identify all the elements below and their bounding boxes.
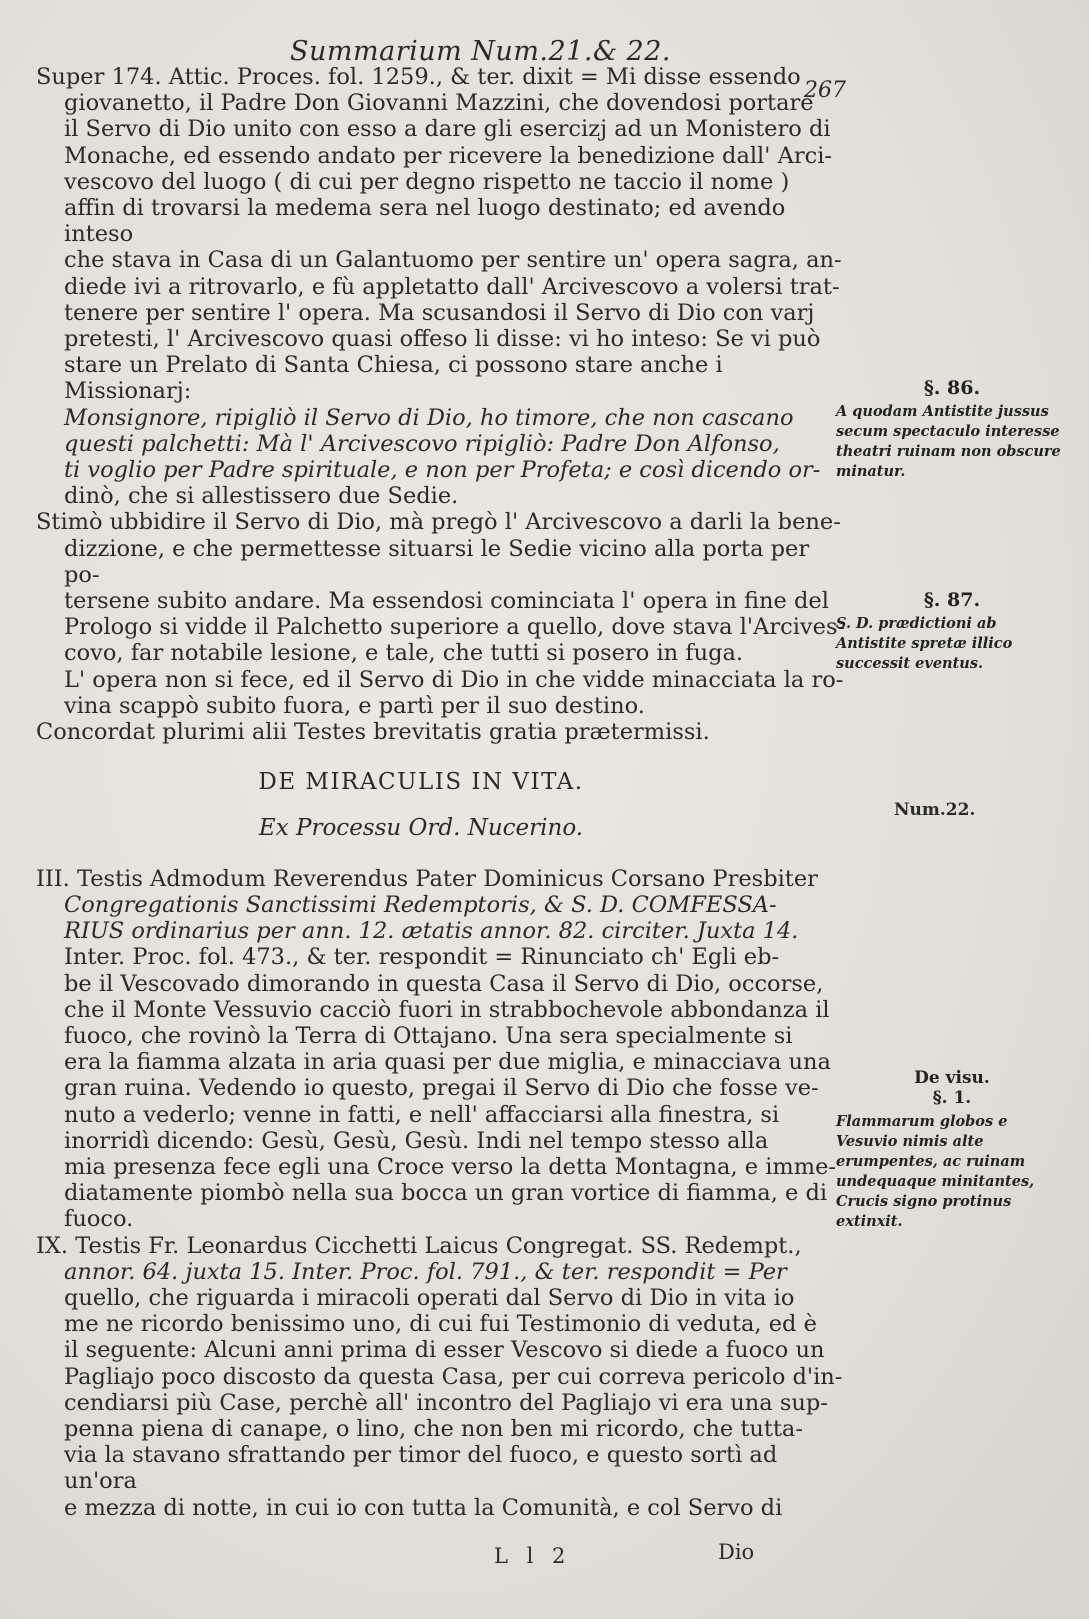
text-line: diatamente piombò nella sua bocca un gran vortice di fiamma, e di: [64, 1180, 828, 1207]
margin-section-number: §. 86.: [923, 377, 981, 399]
text-line: annor. 64. juxta 15. Inter. Proc. fol. 791., & ter. respondit = Per: [64, 1258, 787, 1285]
text-line: Inter. Proc. fol. 473., & ter. respondit = Rinunciato ch' Egli eb-: [64, 944, 780, 971]
text-line: me ne ricordo benissimo uno, di cui fui Testimonio di veduta, ed è: [64, 1311, 817, 1338]
margin-note-text: A quodam Antistite jussus secum spectaculo interesse theatri ruinam non obscure minatur.: [836, 403, 1061, 480]
page-number: 267: [804, 78, 846, 103]
text-line: affin di trovarsi la medema sera nel luogo destinato; ed avendo inteso: [64, 195, 786, 248]
text-line: Congregationis Sanctissimi Redemptoris, & S. D. COMFESSA-: [64, 891, 777, 918]
text-line: vina scappò subito fuora, e partì per il suo destino.: [64, 692, 645, 719]
text-line: penna piena di canape, o lino, che non ben mi ricordo, che tutta-: [64, 1415, 803, 1442]
paragraph-2: [36, 509, 846, 719]
text-line: quello, che riguarda i miracoli operati dal Servo di Dio in vita io: [64, 1284, 795, 1311]
text-line: il seguente: Alcuni anni prima di esser Vescovo si diede a fuoco un: [64, 1337, 825, 1364]
text-line: be il Vescovado dimorando in questa Casa il Servo di Dio, occorse,: [64, 970, 824, 997]
text-line: cendiarsi più Case, perchè all' incontro del Pagliajo vi era una sup-: [64, 1389, 828, 1416]
text-line: il Servo di Dio unito con esso a dare gli esercizj ad un Monistero di: [64, 116, 831, 143]
section-heading: DE MIRACULIS IN VITA.: [258, 769, 584, 796]
text-line: giovanetto, il Padre Don Giovanni Mazzini, che dovendosi portare: [64, 90, 814, 117]
text-line: via la stavano sfrattando per timor del fuoco, e questo sortì ad un'ora: [64, 1442, 778, 1495]
margin-number: Num.22.: [894, 800, 976, 820]
text-line: tersene subito andare. Ma essendosi cominciata l' opera in fine del: [64, 588, 829, 615]
text-line: nuto a vederlo; venne in fatti, e nell' affacciarsi alla finestra, si: [64, 1101, 780, 1128]
text-line: vescovo del luogo ( di cui per degno rispetto ne taccio il nome ): [64, 168, 790, 195]
section-subheading: Ex Processu Ord. Nucerino.: [258, 815, 584, 842]
text-line: dinò, che si allestissero due Sedie.: [64, 483, 459, 510]
text-line: stare un Prelato di Santa Chiesa, ci possono stare anche i Missionarj:: [64, 352, 723, 405]
main-text: [36, 64, 846, 1521]
margin-note-text: S. D. prædictioni ab Antistite spretæ illico successit eventus.: [836, 615, 1013, 672]
margin-note-86: [836, 378, 1068, 482]
concordat-line: Concordat plurimi alii Testes brevitatis gratia prætermissi.: [36, 719, 710, 746]
text-line: Pagliajo poco discosto da questa Casa, per cui correva pericolo d'in-: [64, 1363, 843, 1390]
paragraph-4: [36, 1233, 846, 1521]
text-line: L' opera non si fece, ed il Servo di Dio in che vidde minacciata la ro-: [64, 666, 844, 693]
signature-mark: L l 2: [494, 1544, 572, 1568]
text-line: ti voglio per Padre spirituale, e non per Profeta; e così dicendo or-: [64, 457, 821, 484]
text-line: Monache, ed essendo andato per ricevere la benedizione dall' Arci-: [64, 142, 832, 169]
text-line: e mezza di notte, in cui io con tutta la Comunità, e col Servo di: [64, 1494, 783, 1521]
text-line: Stimò ubbidire il Servo di Dio, mà pregò l' Arcivescovo a darli la bene-: [36, 509, 841, 536]
text-line: Monsignore, ripigliò il Servo di Dio, ho timore, che non cascano: [64, 404, 794, 431]
margin-section-number: §. 87.: [923, 589, 981, 611]
margin-note-text: Flammarum globos e Vesuvio nimis alte erumpentes, ac ruinam undequaque minitantes, Crucis signo protinus extinxit.: [836, 1113, 1035, 1230]
text-line: III. Testis Admodum Reverendus Pater Dominicus Corsano Presbiter: [36, 865, 818, 892]
margin-note-87: [836, 590, 1068, 674]
text-line: Super 174. Attic. Proces. fol. 1259., & ter. dixit = Mi disse essendo: [36, 64, 801, 90]
running-title: Summarium Num.21.& 22.: [290, 36, 671, 67]
catchword: Dio: [718, 1540, 755, 1564]
text-line: era la fiamma alzata in aria quasi per due miglia, e minacciava una: [64, 1049, 831, 1076]
margin-note-head: De visu.: [914, 1068, 990, 1088]
paragraph-3: [36, 866, 846, 1233]
text-line: diede ivi a ritrovarlo, e fù appletatto dall' Arcivescovo a volersi trat-: [64, 273, 840, 300]
text-line: che il Monte Vessuvio cacciò fuori in strabbochevole abbondanza il: [64, 996, 830, 1023]
text-line: IX. Testis Fr. Leonardus Cicchetti Laicus Congregat. SS. Redempt.,: [36, 1232, 802, 1259]
text-line: fuoco, che rovinò la Terra di Ottajano. Una sera specialmente si: [64, 1022, 793, 1049]
text-line: RIUS ordinarius per ann. 12. ætatis annor. 82. circiter. Juxta 14.: [64, 918, 799, 945]
paragraph-1: [36, 64, 846, 509]
text-line: mia presenza fece egli una Croce verso la detta Montagna, e imme-: [64, 1153, 837, 1180]
text-line: questi palchetti: Mà l' Arcivescovo ripigliò: Padre Don Alfonso,: [64, 430, 780, 457]
text-line: fuoco.: [64, 1206, 134, 1233]
margin-section-number: §. 1.: [932, 1088, 972, 1108]
text-line: inorridì dicendo: Gesù, Gesù, Gesù. Indi nel tempo stesso alla: [64, 1127, 769, 1154]
text-line: tenere per sentire l' opera. Ma scusandosi il Servo di Dio con varj: [64, 299, 815, 326]
margin-note-de-visu: [836, 1068, 1068, 1232]
text-line: pretesti, l' Arcivescovo quasi offeso li disse: vi ho inteso: Se vi può: [64, 326, 821, 353]
text-line: gran ruina. Vedendo io questo, pregai il Servo di Dio che fosse ve-: [64, 1075, 819, 1102]
text-line: Prologo si vidde il Palchetto superiore a quello, dove stava l'Arcives-: [64, 614, 846, 641]
text-line: dizzione, e che permettesse situarsi le Sedie vicino alla porta per po-: [64, 535, 810, 588]
text-line: covo, far notabile lesione, e tale, che tutti si posero in fuga.: [64, 640, 744, 667]
text-line: che stava in Casa di un Galantuomo per sentire un' opera sagra, an-: [64, 247, 842, 274]
